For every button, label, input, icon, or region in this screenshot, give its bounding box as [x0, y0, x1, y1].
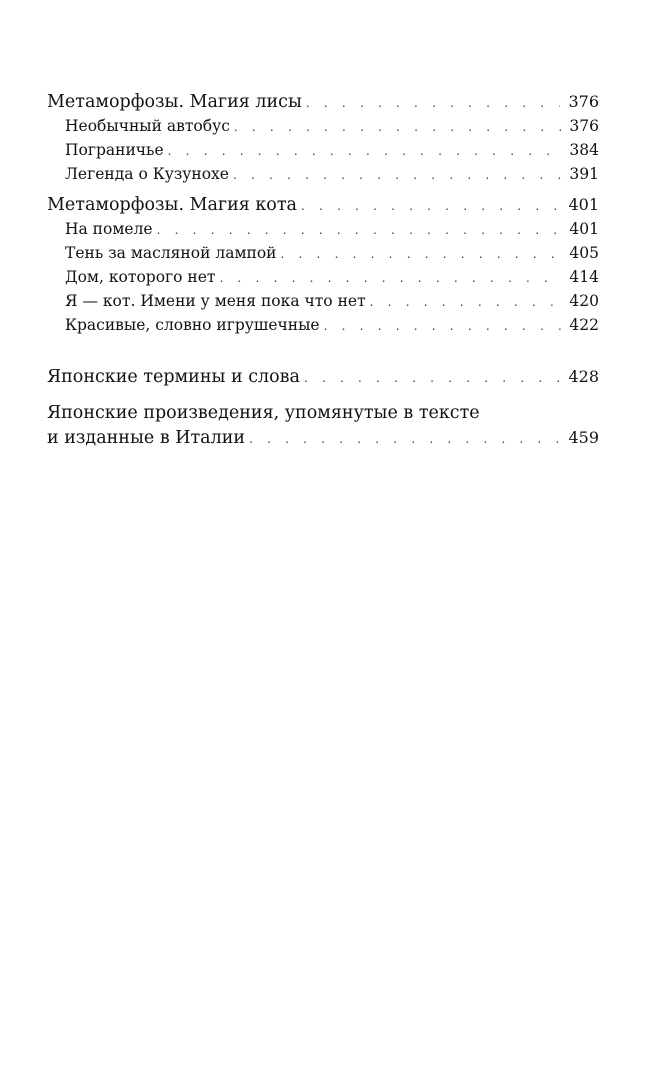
toc-entry-title-line1[interactable]: Японские произведения, упомянутые в тексте [47, 403, 480, 423]
toc-entry-title: Дом, которого нет [65, 268, 216, 286]
toc-entry-title: Тень за масляной лампой [65, 244, 277, 262]
toc-entry-title: Легенда о Кузунохе [65, 165, 229, 183]
toc-entry-title: Красивые, словно игрушечные [65, 316, 320, 334]
toc-entry-title: Метаморфозы. Магия лисы [47, 92, 302, 112]
toc-entry-page: 459 [568, 428, 599, 447]
toc-entry-title: Я — кот. Имени у меня пока что нет [65, 292, 366, 310]
toc-entry-page: 391 [569, 165, 599, 183]
toc-leader-dots [233, 168, 561, 182]
toc-entry-page: 428 [568, 367, 599, 386]
toc-entry-title-line2: и изданные в Италии [47, 428, 246, 448]
toc-leader-dots [157, 223, 562, 237]
toc-entry-page: 405 [569, 244, 599, 262]
toc-entry-title: Метаморфозы. Магия кота [47, 195, 297, 215]
toc-entry-title: Японские термины и слова [47, 367, 300, 387]
toc-leader-dots [306, 96, 561, 110]
toc-entry[interactable] [47, 92, 599, 112]
toc-entry-title: На помеле [65, 220, 153, 238]
toc-entry[interactable] [47, 195, 599, 215]
toc-entry-page: 401 [569, 220, 599, 238]
toc-entry-page: 420 [569, 292, 599, 310]
toc-entry-page: 422 [569, 316, 599, 334]
toc-entry[interactable] [65, 244, 599, 262]
toc-entry[interactable] [65, 220, 599, 238]
toc-entry-page: 376 [568, 92, 599, 111]
toc-entry[interactable] [65, 268, 599, 286]
toc-leader-dots [304, 371, 560, 385]
toc-leader-dots [281, 247, 562, 261]
toc-leader-dots [301, 199, 561, 213]
toc-entry[interactable] [65, 292, 599, 310]
toc-entry[interactable] [65, 141, 599, 159]
toc-entry[interactable] [47, 367, 599, 387]
toc-entry[interactable] [65, 316, 599, 334]
toc-entry[interactable] [65, 165, 599, 183]
toc-entry[interactable] [65, 117, 599, 135]
toc-entry-page: 401 [568, 195, 599, 214]
toc-entry-page: 384 [569, 141, 599, 159]
toc-leader-dots [219, 271, 561, 285]
toc-entry[interactable] [47, 428, 599, 448]
toc-entry-page: 414 [569, 268, 599, 286]
toc-leader-dots [324, 319, 562, 333]
toc-leader-dots [234, 120, 562, 134]
toc-entry-title: Необычный автобус [65, 117, 230, 135]
toc-entry-page: 376 [569, 117, 599, 135]
toc-leader-dots [370, 295, 562, 309]
toc-leader-dots [168, 144, 562, 158]
toc-leader-dots [249, 432, 560, 446]
toc-entry-title: Пограничье [65, 141, 164, 159]
